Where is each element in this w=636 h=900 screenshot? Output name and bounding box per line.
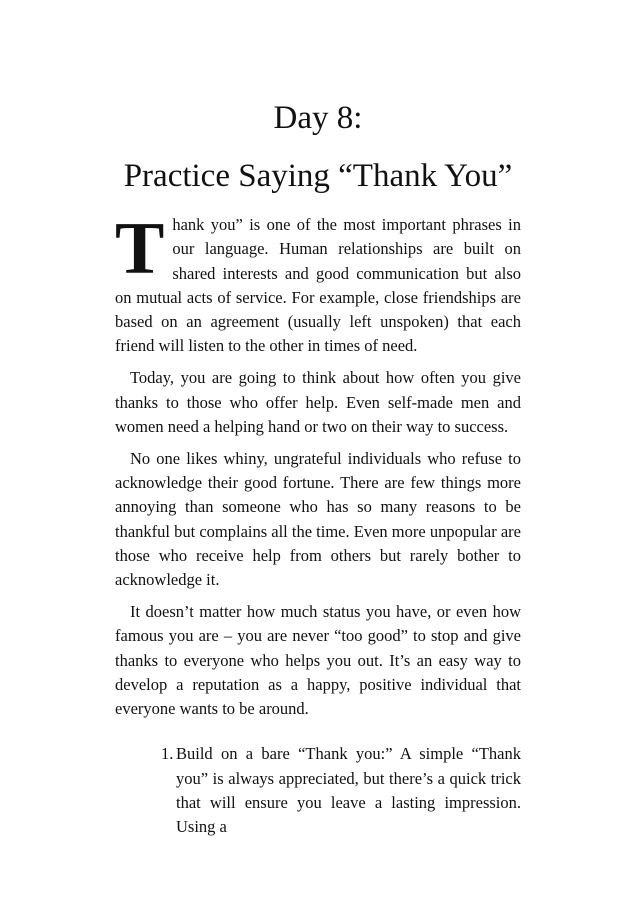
paragraph-1 [115,208,521,359]
list-item [115,742,521,839]
list-item-text: Build on a bare “Thank you:” A simple “Thank you” is always appreciated, but there’s a quick trick that will ensure you leave a lasting impression. Using a [176,744,521,837]
paragraph-1-text: hank you” is one of the most important phrases in our language. Human relationships are built on shared interests and good communication but also on mutual acts of service. For example, close friendships are based on an agreement (usually left unspoken) that each friend will listen to the other in times of need. [115,215,521,356]
paragraph-2: Today, you are going to think about how often you give thanks to those who offer help. Even self-made men and women need a helping hand or two on their way to success. [115,368,521,436]
paragraph-4: It doesn’t matter how much status you have, or even how famous you are – you are never “too good” to stop and give thanks to everyone who helps you out. It’s an easy way to develop a reputation as a happy, positive individual that everyone wants to be around. [115,601,521,719]
paragraph-3: No one likes whiny, ungrateful individuals who refuse to acknowledge their good fortune. There are few things more annoying than someone who has so many reasons to be thankful but complains all the time. Even more unpopular are those who receive help from others but rarely bother to acknowledge it. [115,448,521,590]
numbered-list [115,742,521,839]
chapter-title: Practice Saying “Thank You” [123,158,513,194]
day-title: Day 8: [273,100,363,136]
body-text [115,208,521,840]
list-item-number: 1. [161,744,174,764]
drop-cap: T [115,208,165,290]
